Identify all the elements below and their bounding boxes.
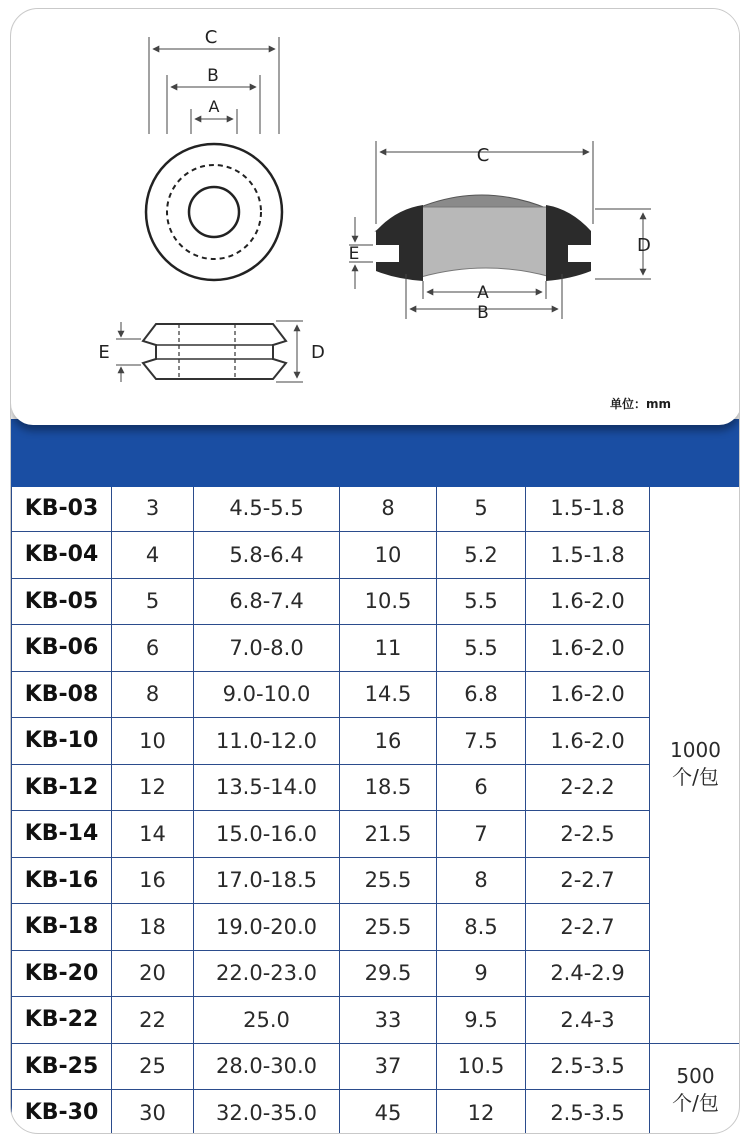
cell-a: 4 (112, 532, 194, 579)
section-label-c: C (476, 145, 490, 166)
cell-a: 18 (112, 904, 194, 951)
cell-c: 8 (340, 485, 437, 532)
cell-a: 22 (112, 997, 194, 1044)
cell-model: KB-03 (12, 485, 112, 532)
cell-model: KB-25 (12, 1043, 112, 1090)
table-row (12, 857, 741, 904)
cell-e: 2-2.7 (526, 857, 650, 904)
cell-d: 5.5 (437, 625, 526, 672)
cell-model: KB-16 (12, 857, 112, 904)
cell-e: 2.4-2.9 (526, 950, 650, 997)
cell-d: 6 (437, 764, 526, 811)
cell-b: 25.0 (194, 997, 340, 1044)
pack-unit: 个/包 (672, 765, 719, 789)
cell-d: 12 (437, 1090, 526, 1135)
table-header-band (11, 419, 740, 487)
cell-model: KB-14 (12, 811, 112, 858)
cell-d: 6.8 (437, 671, 526, 718)
cell-e: 2.5-3.5 (526, 1043, 650, 1090)
cell-e: 2-2.7 (526, 904, 650, 951)
cell-b: 11.0-12.0 (194, 718, 340, 765)
cell-model: KB-18 (12, 904, 112, 951)
cell-c: 21.5 (340, 811, 437, 858)
cell-d: 9 (437, 950, 526, 997)
unit-label: 单位：mm (609, 397, 671, 411)
cell-d: 5.5 (437, 578, 526, 625)
cell-e: 1.6-2.0 (526, 625, 650, 672)
cell-a: 10 (112, 718, 194, 765)
table-row (12, 764, 741, 811)
dimension-diagram (11, 9, 740, 425)
cell-c: 37 (340, 1043, 437, 1090)
table-row (12, 671, 741, 718)
section-label-e: E (348, 244, 360, 264)
cell-model: KB-22 (12, 997, 112, 1044)
cell-a: 3 (112, 485, 194, 532)
table-row (12, 1090, 741, 1135)
table-row (12, 811, 741, 858)
cell-a: 6 (112, 625, 194, 672)
cell-b: 9.0-10.0 (194, 671, 340, 718)
cell-b: 13.5-14.0 (194, 764, 340, 811)
cell-model: KB-30 (12, 1090, 112, 1135)
table-row (12, 997, 741, 1044)
groove-ring (167, 165, 261, 259)
side-label-e: E (98, 342, 110, 363)
front-label-b: B (207, 66, 219, 86)
cell-e: 1.6-2.0 (526, 671, 650, 718)
cell-c: 18.5 (340, 764, 437, 811)
front-label-a: A (208, 97, 220, 116)
pack-qty: 500 (676, 1063, 715, 1088)
pack-cell-1000 (650, 485, 741, 1043)
cell-model: KB-05 (12, 578, 112, 625)
inner-hole (189, 187, 239, 237)
cell-b: 5.8-6.4 (194, 532, 340, 579)
cell-d: 7.5 (437, 718, 526, 765)
cell-model: KB-04 (12, 532, 112, 579)
cell-c: 10 (340, 532, 437, 579)
pack-qty: 1000 (670, 738, 721, 762)
cell-e: 1.6-2.0 (526, 718, 650, 765)
spec-sheet (10, 8, 740, 1134)
cell-b: 7.0-8.0 (194, 625, 340, 672)
cell-model: KB-06 (12, 625, 112, 672)
pack-cell-500 (650, 1043, 741, 1134)
cell-a: 12 (112, 764, 194, 811)
diagram-panel (11, 9, 740, 425)
cell-c: 14.5 (340, 671, 437, 718)
cell-c: 33 (340, 997, 437, 1044)
cell-b: 19.0-20.0 (194, 904, 340, 951)
cell-e: 2.5-3.5 (526, 1090, 650, 1135)
cell-d: 5 (437, 485, 526, 532)
cell-b: 15.0-16.0 (194, 811, 340, 858)
table-row (12, 718, 741, 765)
cell-e: 2-2.5 (526, 811, 650, 858)
cell-a: 8 (112, 671, 194, 718)
cell-e: 2.4-3 (526, 997, 650, 1044)
left-rubber-section (376, 205, 423, 281)
front-label-c: C (204, 27, 218, 48)
section-label-b: B (477, 303, 489, 323)
cell-d: 9.5 (437, 997, 526, 1044)
cell-model: KB-20 (12, 950, 112, 997)
cell-a: 20 (112, 950, 194, 997)
side-label-d: D (311, 342, 325, 363)
bore-surface (421, 207, 551, 277)
cell-a: 25 (112, 1043, 194, 1090)
section-label-d: D (637, 235, 651, 256)
cell-d: 10.5 (437, 1043, 526, 1090)
table-row (12, 1043, 741, 1090)
pack-unit: 个/包 (672, 1090, 719, 1115)
cell-c: 25.5 (340, 857, 437, 904)
table-row (12, 485, 741, 532)
cell-c: 10.5 (340, 578, 437, 625)
cell-model: KB-12 (12, 764, 112, 811)
cell-d: 5.2 (437, 532, 526, 579)
cell-a: 5 (112, 578, 194, 625)
cell-e: 1.5-1.8 (526, 485, 650, 532)
cell-model: KB-10 (12, 718, 112, 765)
cell-e: 2-2.2 (526, 764, 650, 811)
cell-b: 22.0-23.0 (194, 950, 340, 997)
cell-c: 45 (340, 1090, 437, 1135)
cell-b: 4.5-5.5 (194, 485, 340, 532)
cell-c: 29.5 (340, 950, 437, 997)
cell-c: 25.5 (340, 904, 437, 951)
cell-d: 8.5 (437, 904, 526, 951)
cell-b: 17.0-18.5 (194, 857, 340, 904)
table-row (12, 625, 741, 672)
side-profile (143, 324, 286, 379)
cell-a: 16 (112, 857, 194, 904)
cell-c: 16 (340, 718, 437, 765)
side-view (143, 324, 286, 379)
cell-model: KB-08 (12, 671, 112, 718)
cell-c: 11 (340, 625, 437, 672)
spec-table (11, 437, 740, 1134)
table-row (12, 578, 741, 625)
cell-e: 1.5-1.8 (526, 532, 650, 579)
cell-e: 1.6-2.0 (526, 578, 650, 625)
cell-d: 7 (437, 811, 526, 858)
table-row (12, 904, 741, 951)
cell-b: 6.8-7.4 (194, 578, 340, 625)
right-rubber-section (546, 205, 591, 281)
cell-b: 32.0-35.0 (194, 1090, 340, 1135)
section-label-a: A (477, 283, 489, 303)
cell-b: 28.0-30.0 (194, 1043, 340, 1090)
section-view (376, 195, 591, 281)
table-row (12, 950, 741, 997)
cell-a: 14 (112, 811, 194, 858)
cell-d: 8 (437, 857, 526, 904)
table-row (12, 532, 741, 579)
cell-a: 30 (112, 1090, 194, 1135)
